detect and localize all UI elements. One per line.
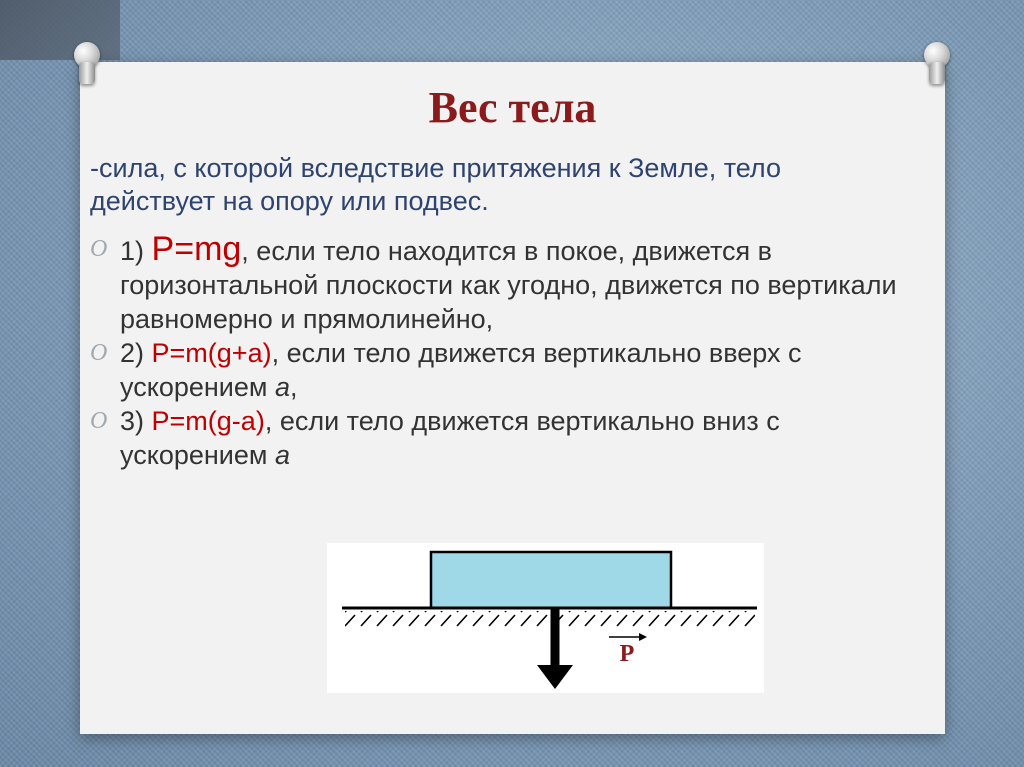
item-number: 2) xyxy=(120,338,145,368)
list-item xyxy=(90,336,930,404)
slide-title: Вес тела xyxy=(428,83,597,132)
formula: P=mg xyxy=(151,230,242,268)
list-item xyxy=(90,232,930,336)
pushpin-icon xyxy=(920,42,954,86)
weight-diagram xyxy=(327,543,764,693)
formula: P=m(g+a) xyxy=(151,338,272,368)
item-text-end: , xyxy=(289,372,298,402)
vector-p-icon xyxy=(609,633,647,667)
accel-symbol: a xyxy=(274,440,290,470)
item-number: 3) xyxy=(120,406,145,436)
vector-label: P xyxy=(619,641,635,667)
item-text: , если тело находится в покое, движется в горизонтальной плоскости как угодно, движется по вертикали равномерно и прямолинейно, xyxy=(120,236,897,334)
list-item xyxy=(90,404,930,472)
item-text: , если тело движется вертикально вверх с ускорением xyxy=(120,338,802,402)
item-text: , если тело движется вертикально вниз с ускорением xyxy=(120,406,780,470)
accel-symbol: a xyxy=(274,372,290,402)
item-number: 1) xyxy=(120,236,145,266)
slide-card xyxy=(80,62,945,734)
diagram-svg xyxy=(327,543,764,693)
block-body xyxy=(431,552,671,608)
pushpin-icon xyxy=(70,42,104,86)
bullet-icon: O xyxy=(90,408,108,434)
bullet-icon: O xyxy=(90,340,108,366)
formula: P=m(g-a) xyxy=(151,406,265,436)
bullet-icon: O xyxy=(90,236,108,262)
definition-text: -сила, с которой вследствие притяжения к Земле, тело действует на опору или подвес. xyxy=(90,153,781,216)
ground-hatch xyxy=(345,611,755,627)
formula-list xyxy=(90,232,930,472)
